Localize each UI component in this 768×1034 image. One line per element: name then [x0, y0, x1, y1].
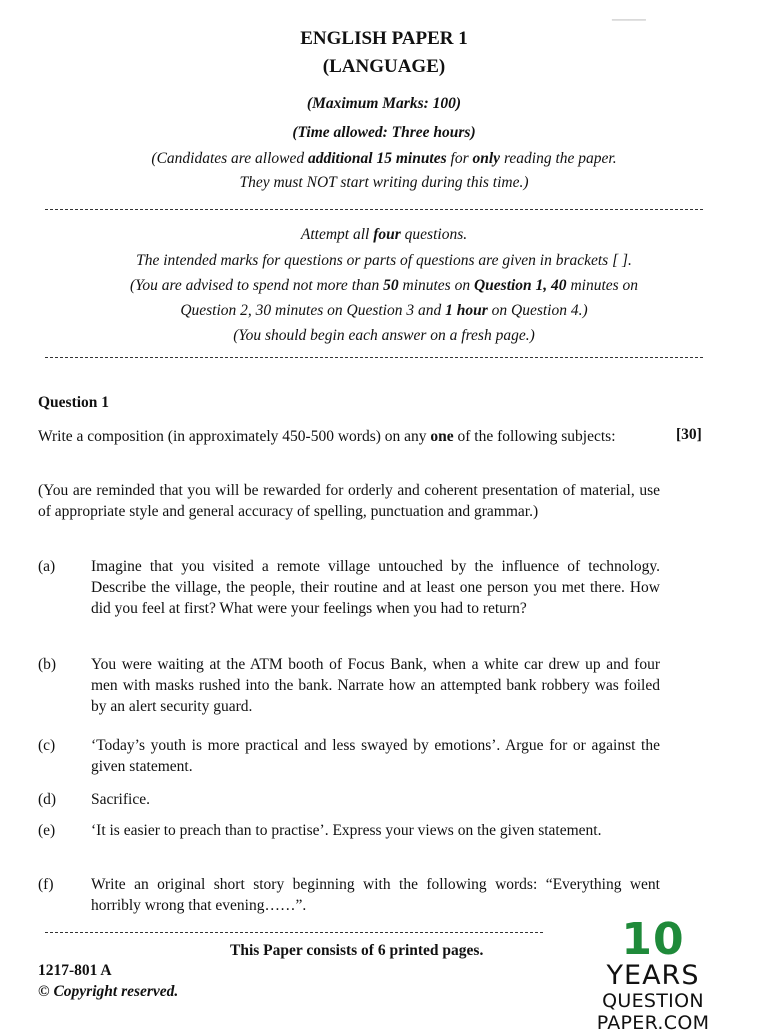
attempt-instruction: Attempt all four questions.: [300, 226, 468, 243]
option-label: (f): [38, 876, 54, 893]
option-text: Sacrifice.: [91, 791, 150, 808]
paper-title: ENGLISH PAPER 1: [300, 28, 468, 49]
divider-top: [45, 209, 703, 210]
option-text: ‘It is easier to preach than to practise’. Express your views on the given statement.: [91, 822, 602, 839]
bleed-through-marks: ▁▁▁▁: [612, 9, 646, 21]
question-intro: Write a composition (in approximately 450-500 words) on any one of the following subjects:: [38, 428, 616, 445]
option-label: (e): [38, 822, 56, 839]
paper-subtitle: (LANGUAGE): [322, 56, 446, 77]
marks-instruction: The intended marks for questions or parts of questions are given in brackets [ ].: [136, 252, 632, 269]
reading-time-note: (Candidates are allowed additional 15 minutes for only reading the paper.: [151, 150, 617, 167]
option-label: (d): [38, 791, 57, 808]
question-marks: [30]: [676, 426, 702, 443]
option-label: (b): [38, 656, 57, 673]
copyright-notice: © Copyright reserved.: [38, 983, 179, 1000]
option-text: ‘Today’s youth is more practical and less swayed by emotions’. Argue for or against the given statement.: [91, 737, 660, 775]
printed-pages-note: This Paper consists of 6 printed pages.: [230, 942, 484, 959]
footer-divider: [45, 932, 543, 933]
fresh-page-instruction: (You should begin each answer on a fresh page.): [233, 327, 535, 344]
watermark-site: QUESTION PAPER.COM: [596, 990, 710, 1034]
maximum-marks: (Maximum Marks: 100): [306, 95, 462, 112]
watermark-number: 10: [621, 914, 685, 965]
time-allowed: (Time allowed: Three hours): [292, 124, 476, 141]
option-text: You were waiting at the ATM booth of Focus Bank, when a white car drew up and four men with masks rushed into the bank. Narrate how an attempted bank robbery was foiled by an alert security guard.: [91, 656, 660, 715]
time-advice-line1: (You are advised to spend not more than 50 minutes on Question 1, 40 minutes on: [129, 277, 639, 294]
option-label: (a): [38, 558, 56, 575]
watermark-years: YEARS: [606, 960, 700, 991]
reminder-paragraph: (You are reminded that you will be rewarded for orderly and coherent presentation of material, use of appropriate style and general accuracy of spelling, punctuation and grammar.): [38, 482, 660, 520]
divider-bottom: [45, 357, 703, 358]
option-label: (c): [38, 737, 56, 754]
watermark-logo: [548, 914, 758, 1034]
question-heading: Question 1: [38, 394, 110, 411]
option-text: Write an original short story beginning with the following words: “Everything went horribly wrong that evening……”.: [91, 876, 660, 914]
paper-code: 1217-801 A: [38, 962, 112, 979]
option-text: Imagine that you visited a remote village untouched by the influence of technology. Describe the village, the people, their routine and at least one person you met there. How did you feel at first? What were your feelings when you had to return?: [91, 558, 660, 617]
no-writing-note: They must NOT start writing during this time.): [239, 174, 529, 191]
time-advice-line2: Question 2, 30 minutes on Question 3 and 1 hour on Question 4.): [180, 302, 588, 319]
